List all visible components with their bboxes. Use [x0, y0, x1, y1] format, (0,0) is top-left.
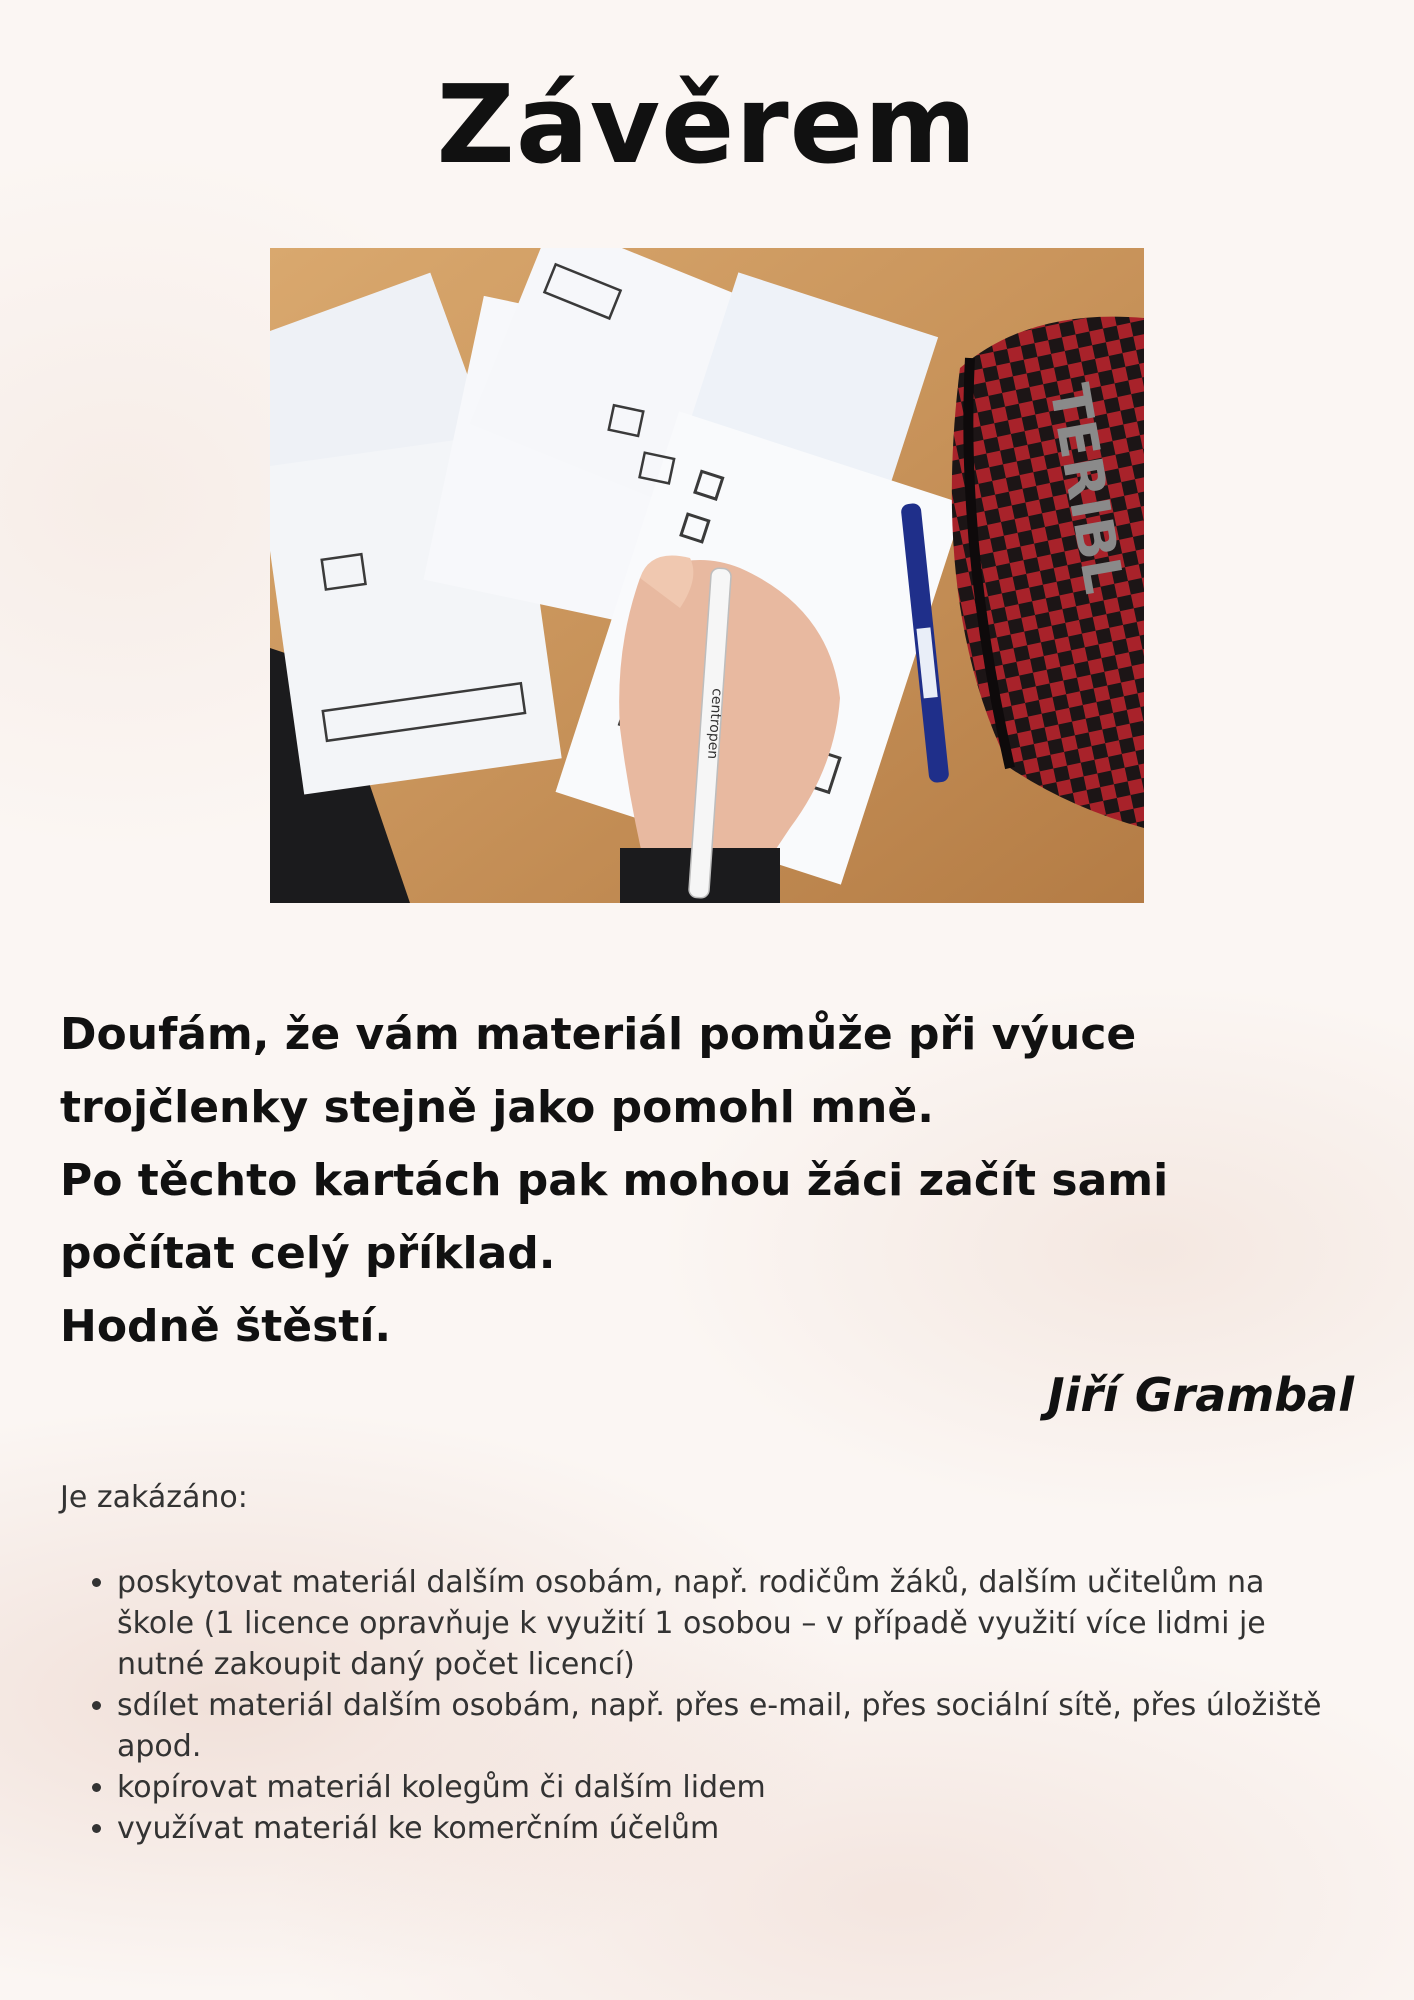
pen-brand: centropen	[704, 687, 725, 760]
pencil-case-brand: TERIBL	[1037, 379, 1136, 599]
message-line: Doufám, že vám materiál pomůže při výuce	[60, 1009, 1137, 1060]
classroom-photo	[270, 248, 1144, 903]
message-line: trojčlenky stejně jako pomohl mně.	[60, 1082, 934, 1133]
list-item: • využívat materiál ke komerčním účelům	[117, 1808, 1350, 1849]
license-heading: Je zakázáno:	[60, 1480, 248, 1515]
message-line: Hodně štěstí.	[60, 1301, 392, 1352]
message-line: počítat celý příklad.	[60, 1228, 556, 1279]
list-item: • kopírovat materiál kolegům či dalším lidem	[117, 1767, 1350, 1808]
page-title: Závěrem	[436, 63, 978, 188]
author-signature: Jiří Grambal	[1047, 1368, 1354, 1422]
list-item: • poskytovat materiál dalším osobám, např. rodičům žáků, dalším učitelům na škole (1 licence opravňuje k využití 1 osobou – v případě využití více lidmi je nutné zakoupit daný počet licencí)	[117, 1562, 1350, 1685]
closing-message	[60, 998, 1360, 1363]
license-rules-list	[60, 1562, 1350, 1849]
list-item: • sdílet materiál dalším osobám, např. přes e-mail, přes sociální sítě, přes úložiště apod.	[117, 1685, 1350, 1767]
message-line: Po těchto kartách pak mohou žáci začít sami	[60, 1155, 1169, 1206]
